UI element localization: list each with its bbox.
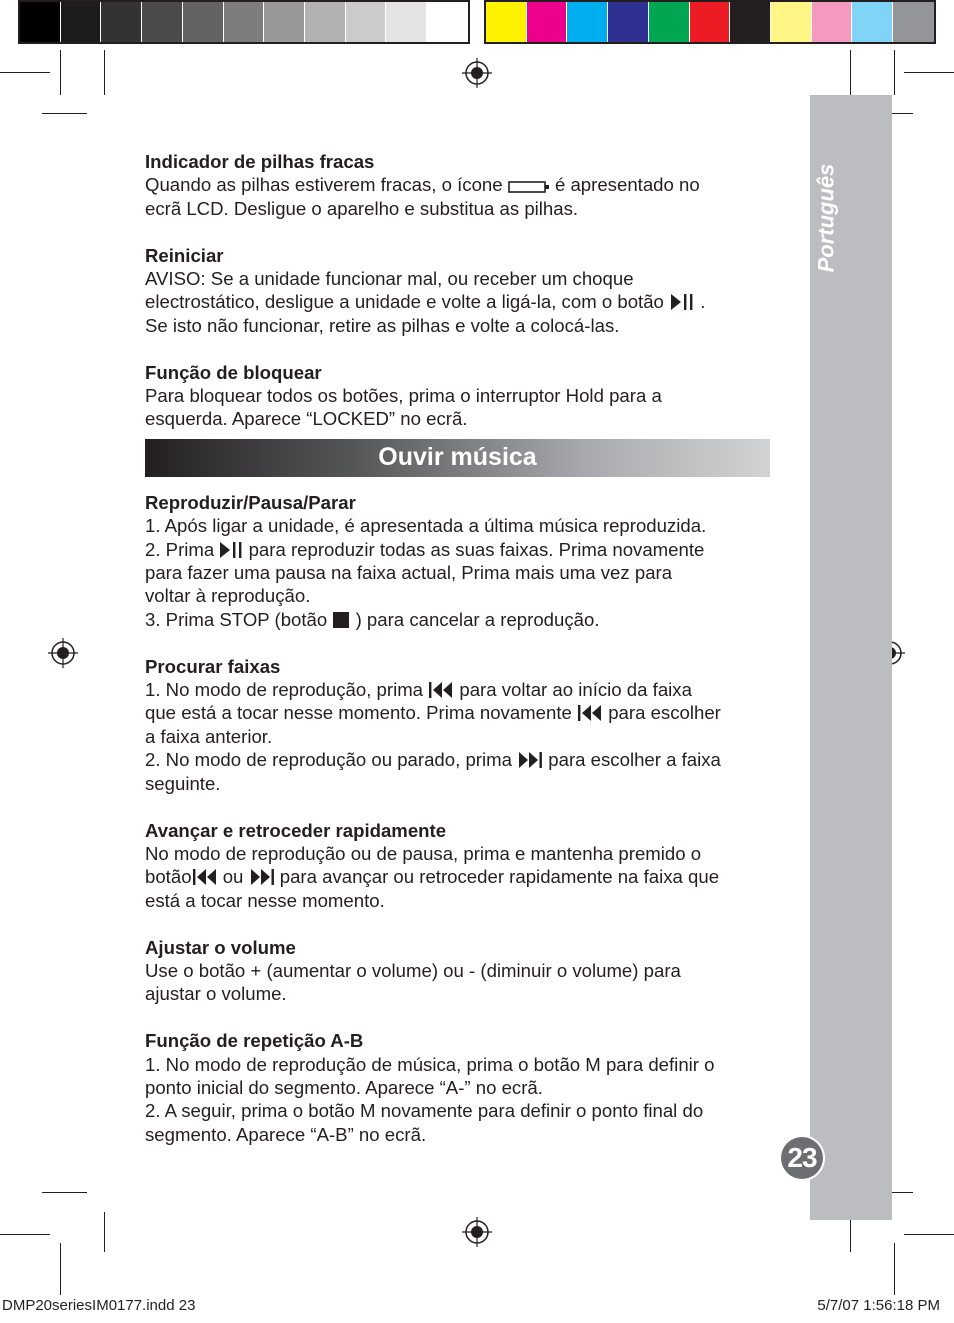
text-span: botão bbox=[145, 866, 192, 888]
text-span: para escolher a faixa bbox=[548, 749, 721, 771]
crop-mark bbox=[104, 50, 105, 95]
sidebar-language-text: Português bbox=[813, 163, 839, 272]
section-heading-lock: Função de bloquear bbox=[145, 361, 322, 383]
color-swatch bbox=[527, 2, 568, 42]
color-swatch bbox=[690, 2, 731, 42]
banner-title: Ouvir música bbox=[378, 443, 537, 472]
paragraph-line bbox=[145, 608, 770, 631]
next-track-icon bbox=[517, 751, 543, 769]
previous-track-icon bbox=[428, 681, 454, 699]
color-swatch bbox=[567, 2, 608, 42]
paragraph-line: a faixa anterior. bbox=[145, 725, 273, 747]
color-swatch bbox=[183, 2, 224, 42]
paragraph-line: Se isto não funcionar, retire as pilhas e volte a colocá-las. bbox=[145, 314, 620, 336]
text-span: 2. No modo de reprodução ou parado, prima bbox=[145, 749, 512, 771]
registration-mark-icon bbox=[48, 638, 78, 668]
paragraph-line: AVISO: Se a unidade funcionar mal, ou receber um choque bbox=[145, 268, 634, 290]
previous-track-icon bbox=[192, 868, 218, 886]
paragraph-line bbox=[145, 678, 770, 701]
paragraph-line: Use o botão + (aumentar o volume) ou - (diminuir o volume) para bbox=[145, 959, 681, 981]
registration-mark-icon bbox=[462, 1217, 492, 1247]
text-span: para voltar ao início da faixa bbox=[459, 679, 692, 701]
paragraph-line: 1. No modo de reprodução de música, prima o botão M para definir o bbox=[145, 1053, 715, 1075]
paragraph-line: ponto inicial do segmento. Aparece “A-” no ecrã. bbox=[145, 1076, 543, 1098]
page-number: 23 bbox=[781, 1137, 823, 1179]
crop-mark bbox=[104, 1212, 105, 1252]
color-swatch bbox=[386, 2, 427, 42]
crop-mark bbox=[850, 50, 851, 95]
color-swatch bbox=[142, 2, 183, 42]
section-heading-volume: Ajustar o volume bbox=[145, 936, 296, 958]
play-pause-icon bbox=[669, 293, 695, 311]
process-color-bar bbox=[484, 0, 936, 44]
paragraph-line: Para bloquear todos os botões, prima o interruptor Hold para a bbox=[145, 385, 662, 407]
manual-content bbox=[145, 150, 770, 1146]
crop-mark bbox=[60, 50, 61, 95]
paragraph-line bbox=[145, 865, 770, 888]
color-swatch bbox=[893, 2, 934, 42]
paragraph-line bbox=[145, 173, 770, 196]
color-swatch bbox=[608, 2, 649, 42]
paragraph-line: 1. Após ligar a unidade, é apresentada a última música reproduzida. bbox=[145, 515, 707, 537]
color-swatch bbox=[264, 2, 305, 42]
crop-mark bbox=[42, 1192, 87, 1193]
paragraph-line: ecrã LCD. Desligue o aparelho e substitua as pilhas. bbox=[145, 197, 579, 219]
color-swatch bbox=[649, 2, 690, 42]
stop-icon bbox=[332, 611, 350, 629]
text-span: Quando as pilhas estiverem fracas, o ícone bbox=[145, 174, 503, 196]
paragraph-line: 2. A seguir, prima o botão M novamente para definir o ponto final do bbox=[145, 1100, 704, 1122]
paragraph-line: para fazer uma pausa na faixa actual, Prima mais uma vez para bbox=[145, 562, 673, 584]
color-swatch bbox=[730, 2, 771, 42]
paragraph-line bbox=[145, 701, 770, 724]
crop-mark bbox=[42, 113, 87, 114]
color-swatch bbox=[812, 2, 853, 42]
color-swatch bbox=[771, 2, 812, 42]
section-heading-play: Reproduzir/Pausa/Parar bbox=[145, 491, 356, 513]
paragraph-line: esquerda. Aparece “LOCKED” no ecrã. bbox=[145, 408, 468, 430]
section-heading-search: Procurar faixas bbox=[145, 655, 281, 677]
section-heading-fast: Avançar e retroceder rapidamente bbox=[145, 819, 447, 841]
text-span: 2. Prima bbox=[145, 538, 215, 560]
sidebar-language-label bbox=[808, 150, 844, 285]
footer-timestamp: 5/7/07 1:56:18 PM bbox=[817, 1297, 940, 1314]
text-span: 1. No modo de reprodução, prima bbox=[145, 679, 424, 701]
grayscale-color-bar bbox=[18, 0, 470, 44]
color-swatch bbox=[346, 2, 387, 42]
text-span: 3. Prima STOP (botão bbox=[145, 608, 328, 630]
text-span: ou bbox=[222, 866, 244, 888]
text-span: que está a tocar nesse momento. Prima novamente bbox=[145, 702, 572, 724]
paragraph-line: segmento. Aparece “A-B” no ecrã. bbox=[145, 1123, 427, 1145]
paragraph-line: ajustar o volume. bbox=[145, 983, 287, 1005]
text-span: para reproduzir todas as suas faixas. Prima novamente bbox=[248, 538, 705, 560]
paragraph-line: seguinte. bbox=[145, 772, 221, 794]
crop-mark bbox=[0, 72, 50, 73]
text-span: ) para cancelar a reprodução. bbox=[355, 608, 600, 630]
color-swatch bbox=[61, 2, 102, 42]
paragraph-line bbox=[145, 290, 770, 313]
next-track-icon bbox=[249, 868, 275, 886]
crop-mark bbox=[0, 1234, 50, 1235]
registration-mark-icon bbox=[462, 58, 492, 88]
footer-file-name: DMP20seriesIM0177.indd 23 bbox=[2, 1297, 196, 1314]
section-heading-reset: Reiniciar bbox=[145, 244, 224, 266]
color-swatch bbox=[852, 2, 893, 42]
crop-mark bbox=[904, 1234, 954, 1235]
paragraph-line: No modo de reprodução ou de pausa, prima e mantenha premido o bbox=[145, 842, 702, 864]
battery-icon bbox=[508, 180, 550, 194]
text-span: para escolher bbox=[608, 702, 721, 724]
text-span: . bbox=[700, 291, 706, 313]
color-swatch bbox=[224, 2, 265, 42]
text-span: electrostático, desligue a unidade e volte a ligá-la, com o botão bbox=[145, 291, 664, 313]
paragraph-line bbox=[145, 538, 770, 561]
paragraph-line: voltar à reprodução. bbox=[145, 585, 311, 607]
text-span: é apresentado no bbox=[554, 174, 700, 196]
crop-mark bbox=[904, 72, 954, 73]
play-pause-icon bbox=[219, 541, 243, 559]
color-swatch bbox=[20, 2, 61, 42]
color-swatch bbox=[486, 2, 527, 42]
text-span: para avançar ou retroceder rapidamente na faixa que bbox=[279, 866, 720, 888]
crop-mark bbox=[60, 1243, 61, 1295]
section-heading-repeat: Função de repetição A-B bbox=[145, 1030, 364, 1052]
previous-track-icon bbox=[577, 704, 603, 722]
color-swatch bbox=[427, 2, 468, 42]
color-swatch bbox=[101, 2, 142, 42]
crop-mark bbox=[894, 50, 895, 95]
crop-mark bbox=[894, 1243, 895, 1295]
color-swatch bbox=[305, 2, 346, 42]
section-banner bbox=[145, 439, 770, 477]
paragraph-line bbox=[145, 748, 770, 771]
paragraph-line: está a tocar nesse momento. bbox=[145, 889, 385, 911]
section-heading-battery: Indicador de pilhas fracas bbox=[145, 151, 375, 172]
